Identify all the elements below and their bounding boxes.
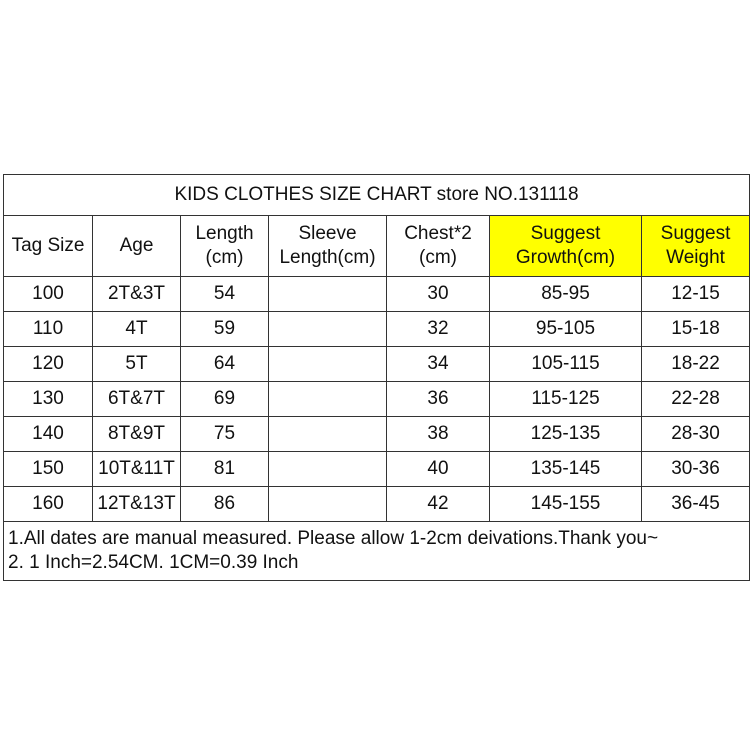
cell-suggest-growth: 125-135 (490, 417, 642, 452)
header-line: Suggest (530, 223, 601, 244)
cell-sleeve-length (269, 382, 387, 417)
cell-length: 54 (181, 277, 269, 312)
cell-chest: 34 (387, 347, 490, 382)
header-line: Tag Size (11, 235, 85, 256)
header-line: Suggest (660, 223, 731, 244)
header-line: Weight (666, 247, 725, 268)
cell-sleeve-length (269, 487, 387, 522)
cell-suggest-weight: 30-36 (642, 452, 750, 487)
cell-chest: 40 (387, 452, 490, 487)
cell-suggest-weight: 22-28 (642, 382, 750, 417)
cell-length: 64 (181, 347, 269, 382)
cell-suggest-growth: 105-115 (490, 347, 642, 382)
table-row (4, 347, 750, 382)
table-row (4, 277, 750, 312)
cell-suggest-weight: 15-18 (642, 312, 750, 347)
header-sleeve-length (269, 216, 387, 277)
cell-sleeve-length (269, 417, 387, 452)
header-chest (387, 216, 490, 277)
cell-suggest-growth: 85-95 (490, 277, 642, 312)
cell-age: 8T&9T (93, 417, 181, 452)
header-line: Length(cm) (279, 247, 376, 268)
note-line: 1.All dates are manual measured. Please allow 1-2cm deivations.Thank you~ (8, 528, 659, 549)
header-suggest-growth (490, 216, 642, 277)
cell-length: 86 (181, 487, 269, 522)
header-suggest-weight (642, 216, 750, 277)
cell-age: 12T&13T (93, 487, 181, 522)
table-row (4, 417, 750, 452)
cell-chest: 30 (387, 277, 490, 312)
cell-sleeve-length (269, 452, 387, 487)
cell-sleeve-length (269, 347, 387, 382)
header-length (181, 216, 269, 277)
cell-tag-size: 130 (4, 382, 93, 417)
table-row (4, 487, 750, 522)
cell-tag-size: 150 (4, 452, 93, 487)
cell-suggest-weight: 12-15 (642, 277, 750, 312)
cell-suggest-weight: 36-45 (642, 487, 750, 522)
cell-suggest-growth: 145-155 (490, 487, 642, 522)
cell-age: 6T&7T (93, 382, 181, 417)
header-line: Growth(cm) (515, 247, 616, 268)
cell-age: 5T (93, 347, 181, 382)
cell-length: 69 (181, 382, 269, 417)
cell-suggest-growth: 95-105 (490, 312, 642, 347)
note-line: 2. 1 Inch=2.54CM. 1CM=0.39 Inch (8, 552, 299, 573)
table-row (4, 312, 750, 347)
cell-suggest-growth: 135-145 (490, 452, 642, 487)
cell-length: 81 (181, 452, 269, 487)
header-line: Chest*2 (404, 223, 472, 244)
header-row (4, 216, 750, 277)
notes (4, 522, 750, 581)
chart-title: KIDS CLOTHES SIZE CHART store NO.131118 (4, 175, 750, 216)
table-row (4, 382, 750, 417)
cell-sleeve-length (269, 312, 387, 347)
cell-chest: 36 (387, 382, 490, 417)
cell-tag-size: 160 (4, 487, 93, 522)
size-chart-table (3, 174, 750, 581)
cell-tag-size: 110 (4, 312, 93, 347)
header-line: (cm) (419, 247, 457, 268)
cell-age: 10T&11T (93, 452, 181, 487)
header-tag-size (4, 216, 93, 277)
header-line: Length (195, 223, 254, 244)
cell-suggest-weight: 18-22 (642, 347, 750, 382)
cell-tag-size: 100 (4, 277, 93, 312)
cell-sleeve-length (269, 277, 387, 312)
cell-age: 2T&3T (93, 277, 181, 312)
cell-chest: 32 (387, 312, 490, 347)
cell-tag-size: 140 (4, 417, 93, 452)
table-row (4, 452, 750, 487)
cell-suggest-weight: 28-30 (642, 417, 750, 452)
header-line: Sleeve (298, 223, 357, 244)
cell-length: 59 (181, 312, 269, 347)
cell-suggest-growth: 115-125 (490, 382, 642, 417)
cell-age: 4T (93, 312, 181, 347)
header-age (93, 216, 181, 277)
header-line: (cm) (205, 247, 244, 268)
cell-tag-size: 120 (4, 347, 93, 382)
cell-chest: 38 (387, 417, 490, 452)
header-line: Age (119, 235, 154, 256)
cell-chest: 42 (387, 487, 490, 522)
cell-length: 75 (181, 417, 269, 452)
